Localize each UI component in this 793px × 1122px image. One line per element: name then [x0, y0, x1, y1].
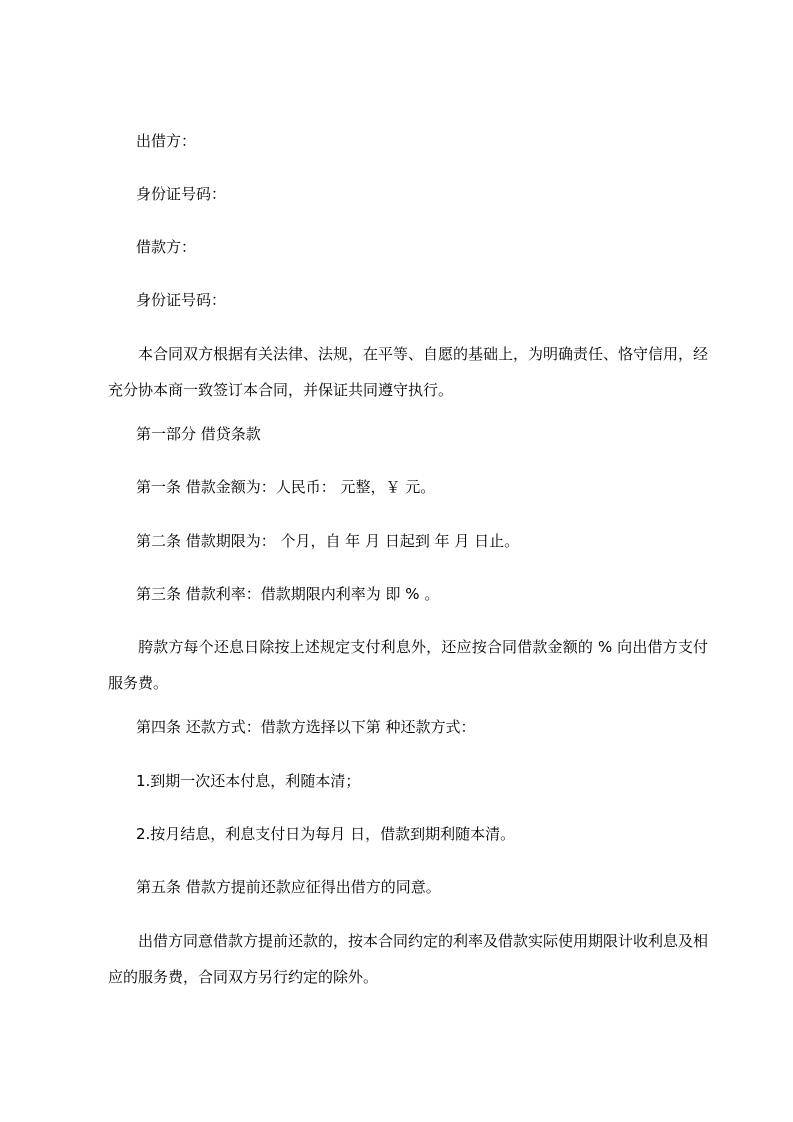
- repayment-option-2: 2.按月结息，利息支付日为每月 日，借款到期利随本清。: [136, 825, 516, 843]
- article-2: 第二条 借款期限为： 个月，自 年 月 日起到 年 月 日止。: [136, 532, 520, 550]
- article-4: 第四条 还款方式：借款方选择以下第 种还款方式：: [136, 718, 476, 736]
- article-3: 第三条 借款利率：借款期限内利率为 即 % 。: [136, 585, 440, 603]
- service-fee-paragraph: 胯款方每个还息日除按上述规定支付利息外，还应按合同借款金额的 % 向出借方支付服务费。: [108, 638, 708, 692]
- preamble-paragraph: 本合同双方根据有关法律、法规，在平等、自愿的基础上，为明确责任、恪守信用，经充分协本商一致签订本合同，并保证共同遵守执行。: [108, 345, 709, 399]
- repayment-option-1: 1.到期一次还本付息，利随本清；: [136, 772, 361, 790]
- article-1: 第一条 借款金额为：人民币： 元整，￥ 元。: [136, 478, 436, 496]
- lender-label: 出借方：: [136, 132, 197, 150]
- early-repayment-paragraph: 出借方同意借款方提前还款的，按本合同约定的利率及借款实际使用期限计收利息及相应的服务费，合同双方另行约定的除外。: [108, 932, 709, 986]
- article-5: 第五条 借款方提前还款应征得出借方的同意。: [136, 878, 441, 896]
- lender-id-label: 身份证号码：: [136, 185, 227, 203]
- borrower-label: 借款方：: [136, 238, 197, 256]
- part1-title: 第一部分 借贷条款: [136, 425, 261, 443]
- borrower-id-label: 身份证号码：: [136, 291, 227, 309]
